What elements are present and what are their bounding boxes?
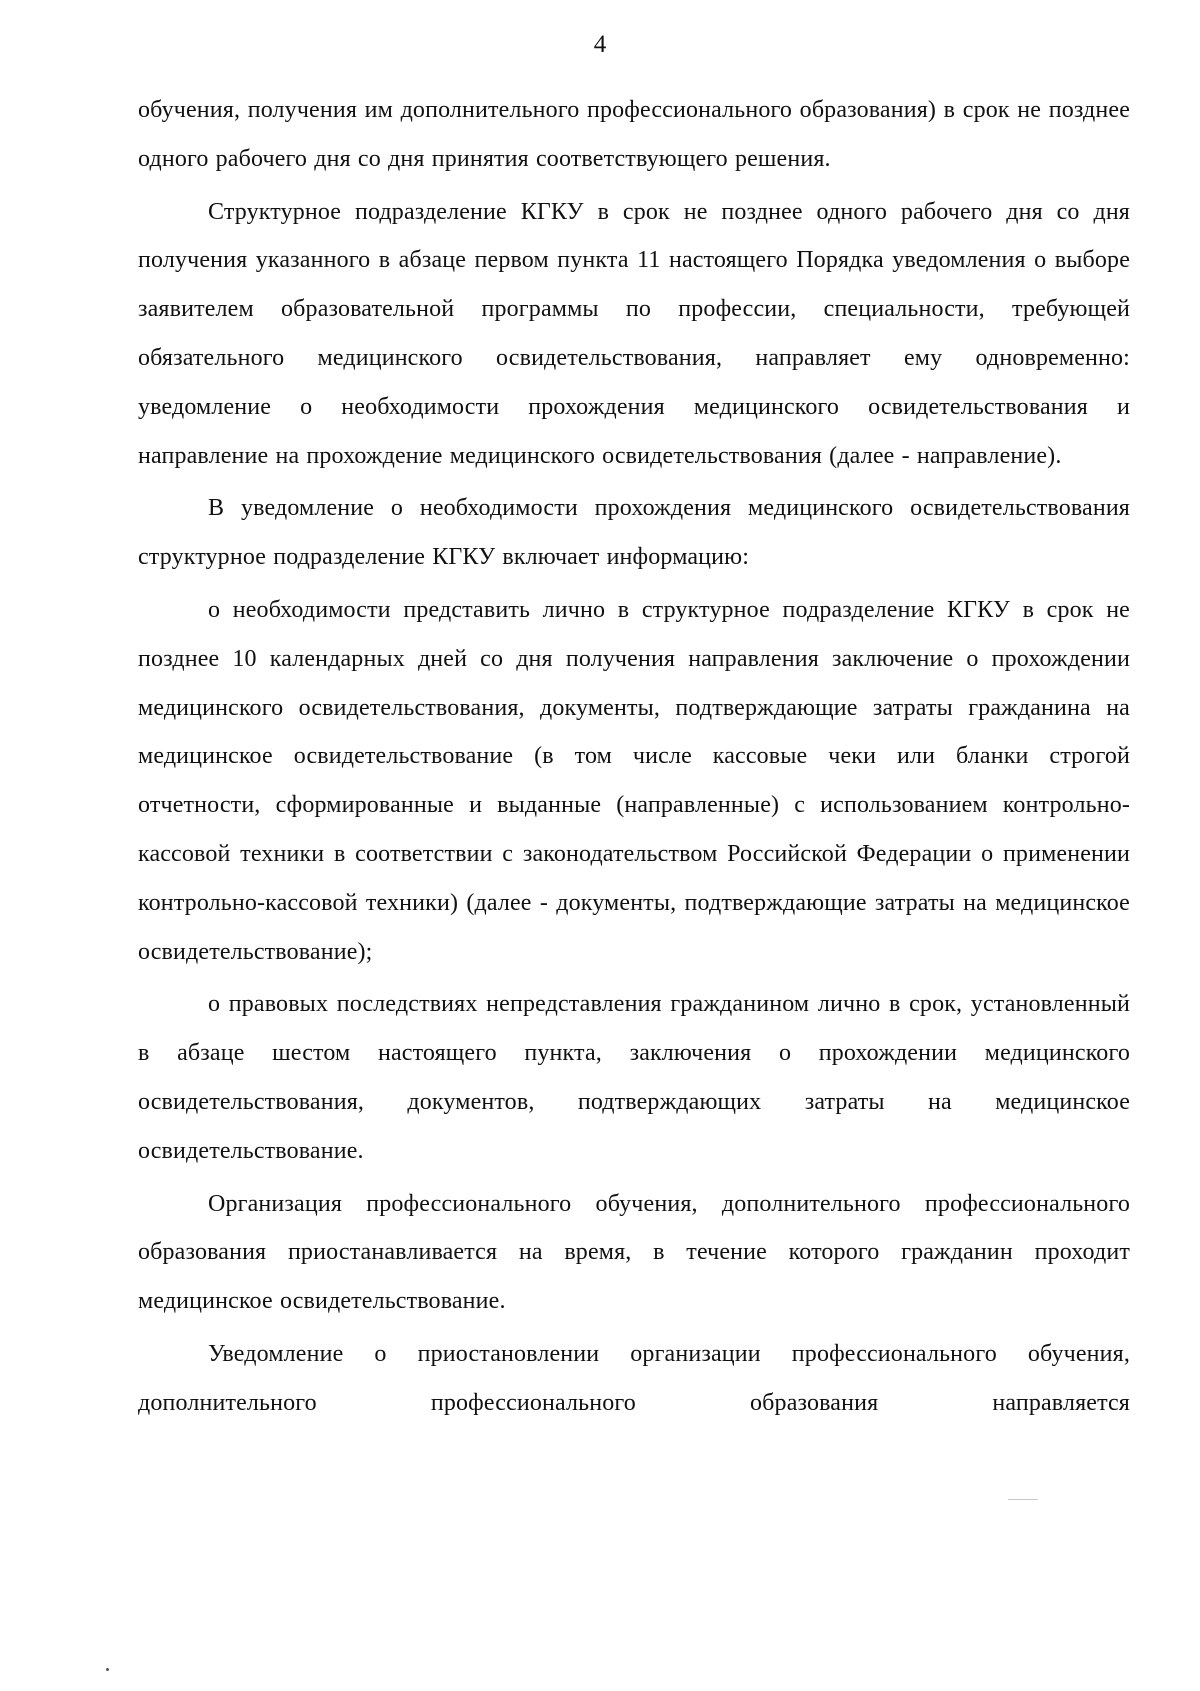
paragraph-structural-unit-notice: Структурное подразделение КГКУ в срок не позднее одного рабочего дня со дня получения указанного в абзаце первом пункта 11 настоящего Порядка уведомления о выборе заявителем образовательной программы по профессии, специальности, требующей обязательного медицинского освидетельствования, направляет ему одновременно: уведомление о необходимости прохождения медицинского освидетельствования и направление на прохождение медицинского освидетельствования (далее - направление). bbox=[138, 198, 1130, 469]
paragraph-documents-requirement: о необходимости представить лично в структурное подразделение КГКУ в срок не позднее 10 календарных дней со дня получения направления заключение о прохождении медицинского освидетельствования, документы, подтверждающие затраты гражданина на медицинское освидетельствование (в том числе кассовые чеки или бланки строгой отчетности, сформированные и выданные (направленные) с использованием контрольно-кассовой техники в соответствии с законодательством Российской Федерации о применении контрольно-кассовой техники) (далее - документы, подтверждающие затраты на медицинское освидетельствование); bbox=[138, 596, 1130, 965]
document-body bbox=[138, 86, 1130, 1428]
paragraph-legal-consequences: о правовых последствиях непредставления гражданином лично в срок, установленный в абзаце шестом настоящего пункта, заключения о прохождении медицинского освидетельствования, документов, подтверждающих затраты на медицинское освидетельствование. bbox=[138, 991, 1130, 1164]
paragraph-training-suspension: Организация профессионального обучения, дополнительного профессионального образования приостанавливается на время, в течение которого гражданин проходит медицинское освидетельствование. bbox=[138, 1190, 1130, 1315]
scan-mark-dot bbox=[106, 1668, 109, 1671]
page-number: 4 bbox=[593, 31, 607, 58]
paragraph-suspension-notice: Уведомление о приостановлении организации профессионального обучения, дополнительного профессионального образования направляется bbox=[138, 1340, 1130, 1416]
paragraph-continuation: обучения, получения им дополнительного профессионального образования) в срок не позднее одного рабочего дня со дня принятия соответствующего решения. bbox=[138, 97, 1130, 172]
scan-mark-line bbox=[1008, 1499, 1038, 1500]
paragraph-notice-contents: В уведомление о необходимости прохождения медицинского освидетельствования структурное подразделение КГКУ включает информацию: bbox=[138, 495, 1130, 571]
